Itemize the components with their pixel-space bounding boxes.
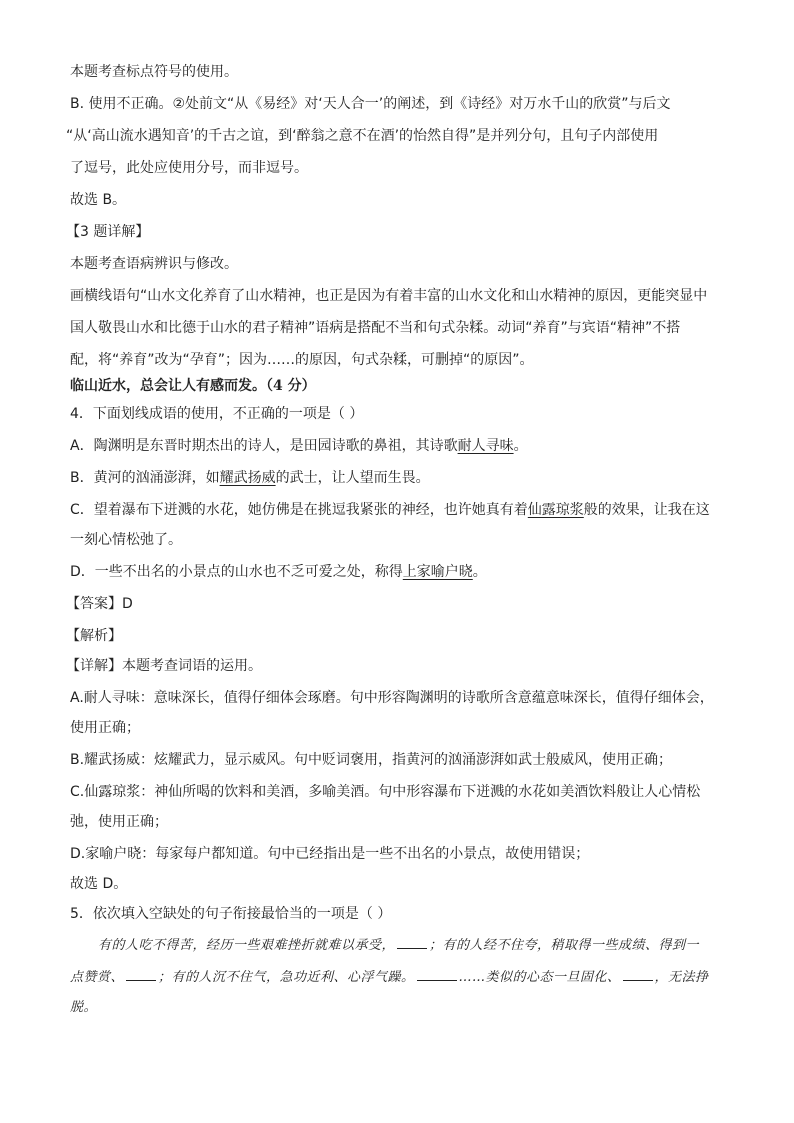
section-heading: 【3 题详解】 (66, 224, 150, 240)
passage-text: ……类似的心态一旦固化、 (458, 970, 621, 985)
option-text: D．一些不出名的小景点的山水也不乏可爱之处，称得 (70, 564, 403, 580)
question-5-stem: 5．依次填入空缺处的句子衔接最恰当的一项是（ ） (70, 906, 392, 922)
text-line: 配，将“养育”改为“孕育”；因为……的原因，句式杂糅，可删掉“的原因”。 (70, 352, 534, 368)
text-line: A.耐人寻味：意味深长，值得仔细体会琢磨。句中形容陶渊明的诗歌所含意蕴意味深长，值得仔细体会， (70, 690, 714, 706)
fill-blank (623, 968, 653, 981)
passage-text: 点赞赏、 (70, 970, 125, 985)
option-text: 般的效果，让我在这 (583, 502, 710, 518)
detail-label: 【详解】本题考查词语的运用。 (66, 658, 262, 674)
text-line: 本题考查语病辨识与修改。 (70, 256, 238, 272)
answer-label: 【答案】D (66, 596, 133, 612)
option-text: B．黄河的汹涌澎湃，如 (70, 470, 220, 486)
text-line: “从‘高山流水遇知音’的千古之谊，到‘醉翁之意不在酒’的怡然自得”是并列分句，且句子内部使用 (66, 128, 659, 144)
text-line: 弛，使用正确； (70, 814, 168, 830)
option-text: 。 (472, 564, 487, 580)
option-text: 的武士，让人望而生畏。 (275, 470, 430, 486)
analysis-label: 【解析】 (66, 628, 122, 644)
text-line: 一刻心情松弛了。 (70, 532, 182, 548)
text-line: 画横线语句“山水文化养育了山水精神，也正是因为有着丰富的山水文化和山水精神的原因，更能突显中 (70, 288, 708, 304)
fill-blank (397, 936, 427, 949)
underlined-idiom: 上家喻户晓 (402, 564, 473, 580)
fill-blank (417, 968, 457, 981)
underlined-idiom: 耀武扬威 (219, 470, 276, 486)
option-text: 。 (513, 438, 528, 454)
question-group-heading: 临山近水，总会让人有感而发。（4 分） (70, 378, 316, 394)
text-line: D.家喻户晓：每家每户都知道。句中已经指出是一些不出名的小景点，故使用错误； (70, 846, 590, 862)
passage-line (98, 936, 699, 956)
text-line: 了逗号，此处应使用分号，而非逗号。 (70, 160, 308, 176)
passage-line: 脱。 (70, 1000, 98, 1015)
option-text: A．陶渊明是东晋时期杰出的诗人，是田园诗歌的鼻祖，其诗歌 (70, 438, 458, 454)
question-4-stem: 4．下面划线成语的使用，不正确的一项是（ ） (70, 406, 364, 422)
passage-text: ，无法挣 (654, 970, 709, 985)
option-text: C．望着瀑布下迸溅的水花，她仿佛是在挑逗我紧张的神经，也许她真有着 (70, 502, 528, 518)
text-line: B.耀武扬威：炫耀武力，显示威风。句中贬词褒用，指黄河的汹涌澎湃如武士般威风，使用正确； (70, 752, 673, 768)
text-line: 故选 D。 (70, 876, 128, 892)
fill-blank (126, 968, 156, 981)
text-line: 本题考查标点符号的使用。 (70, 64, 238, 80)
option-c (70, 500, 710, 520)
text-line: B. 使用不正确。②处前文“从《易经》对‘天人合一’的阐述，到《诗经》对万水千山的欣赏”与后文 (70, 96, 671, 112)
option-a (70, 436, 528, 456)
underlined-idiom: 耐人寻味 (457, 438, 514, 454)
text-line: 故选 B。 (70, 192, 127, 208)
passage-text: ；有的人沉不住气，急功近利、心浮气躁。 (158, 970, 415, 985)
underlined-idiom: 仙露琼浆 (527, 502, 584, 518)
text-line: 国人敬畏山水和比德于山水的君子精神”语病是搭配不当和句式杂糅。动词“养育”与宾语“精神”不搭 (70, 320, 681, 336)
option-b (70, 468, 430, 488)
passage-line (70, 968, 709, 988)
option-d (70, 562, 487, 582)
passage-text: 有的人吃不得苦，经历一些艰难挫折就难以承受， (98, 938, 396, 953)
text-line: C.仙露琼浆：神仙所喝的饮料和美酒，多喻美酒。句中形容瀑布下迸溅的水花如美酒饮料般让人心情松 (70, 784, 701, 800)
text-line: 使用正确； (70, 720, 140, 736)
passage-text: ；有的人经不住夸，稍取得一些成绩、得到一 (429, 938, 700, 953)
